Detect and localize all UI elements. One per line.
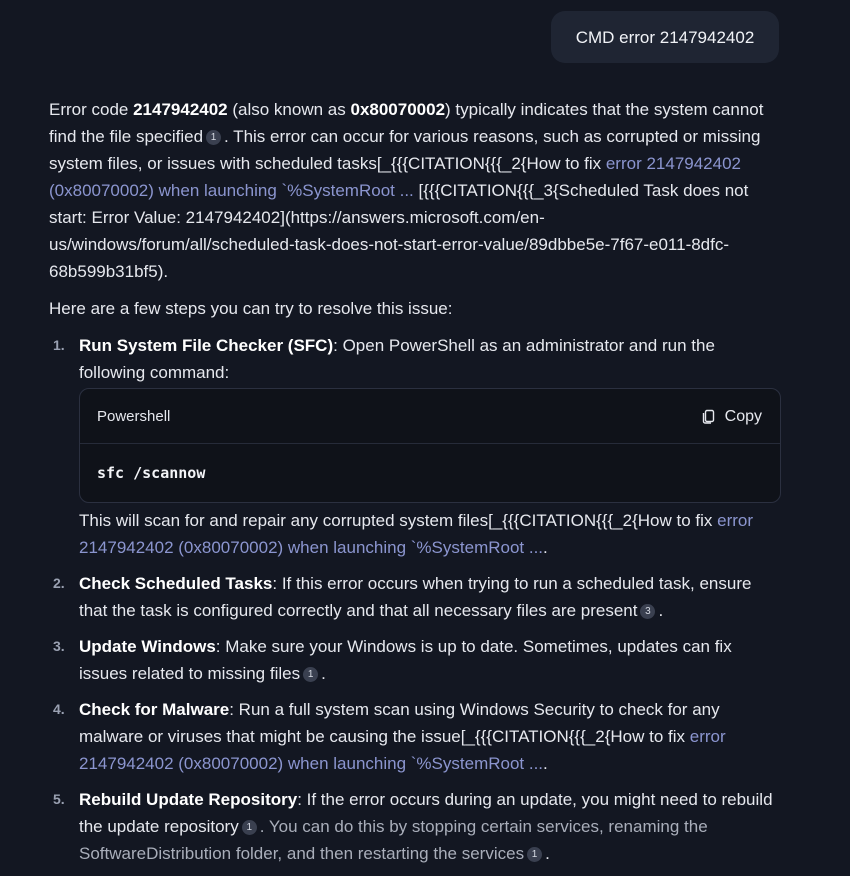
intro-text-4: . This error can occur for various reasons, such as corrupted or missing system files, or issues with scheduled tasks[_{{{CITATION{{{_2{How to fix — [49, 127, 761, 173]
citation-link[interactable]: error 2147942402 (0x80070002) when launching `%SystemRoot ... — [49, 154, 742, 200]
steps-lead: Here are a few steps you can try to resolve this issue: — [49, 299, 453, 318]
intro-paragraph — [49, 96, 784, 285]
user-message-text: CMD error 2147942402 — [575, 27, 755, 47]
intro-text-1: Error code — [49, 100, 134, 119]
step-text: : If the error occurs during an update, you might need to rebuild the update repository — [79, 790, 773, 836]
step-end: . — [321, 664, 326, 683]
step-text: : Run a full system scan using Windows Security to check for any malware or viruses that might be causing the issue[_{{{CITATION{{{_2{How to fix — [79, 700, 720, 746]
step-after-text: This will scan for and repair any corrupted system files[_{{{CITATION{{{_2{How to fix — [79, 511, 718, 530]
list-item — [49, 570, 784, 624]
code-text: sfc /scannow — [97, 463, 206, 482]
code-content[interactable] — [80, 444, 780, 502]
intro-text-3: ) typically indicates that the system cannot find the file specified — [49, 100, 764, 146]
citation-badge[interactable]: 1 — [206, 130, 221, 145]
citation-link[interactable]: error 2147942402 (0x80070002) when launching `%SystemRoot ... — [79, 511, 754, 557]
step-end: . — [543, 754, 548, 773]
code-language-label: Powershell — [97, 407, 171, 425]
step-text: : If this error occurs when trying to run a scheduled task, ensure that the task is configured correctly and that all necessary files are present — [79, 574, 752, 620]
step-number: 3. — [53, 638, 65, 654]
step-title: Run System File Checker (SFC) — [79, 336, 334, 355]
list-item — [49, 332, 784, 561]
copy-button[interactable] — [701, 403, 762, 430]
citation-link[interactable]: error 2147942402 (0x80070002) when launching `%SystemRoot ... — [79, 727, 726, 773]
citation-badge[interactable]: 1 — [242, 820, 257, 835]
citation-badge[interactable]: 3 — [640, 604, 655, 619]
step-text: : Open PowerShell as an administrator and run the following command: — [79, 336, 715, 382]
step-title: Update Windows — [79, 637, 216, 656]
step-title: Check for Malware — [79, 700, 230, 719]
step-number: 1. — [53, 337, 65, 353]
copy-icon — [701, 408, 717, 424]
citation-badge[interactable]: 1 — [303, 667, 318, 682]
step-end: . — [543, 538, 548, 557]
step-end: . — [545, 844, 550, 863]
step-title: Rebuild Update Repository — [79, 790, 298, 809]
step-number: 4. — [53, 701, 65, 717]
steps-list — [49, 332, 784, 867]
step-end: . — [658, 601, 664, 620]
error-code-decimal: 2147942402 — [133, 100, 228, 119]
code-block-header — [80, 389, 780, 444]
step-text: : Make sure your Windows is up to date. Sometimes, updates can fix issues related to missing files — [79, 637, 732, 683]
step-text-continued: . You can do this by stopping certain services, renaming the SoftwareDistribution folder, and then restarting the services — [79, 817, 708, 863]
step-number: 2. — [53, 575, 65, 591]
citation-badge[interactable]: 1 — [527, 847, 542, 862]
list-item — [49, 633, 784, 687]
copy-label: Copy — [724, 407, 762, 425]
assistant-answer — [49, 96, 784, 876]
user-message-bubble — [551, 11, 779, 63]
intro-text-5: [{{{CITATION{{{_3{Scheduled Task does not start: Error Value: 2147942402](https://answers.microsoft.com/en-us/windows/forum/all/scheduled-task-does-not-start-error-value/89dbbe5e-7f67-e011-8dfc-68b599b31bf5). — [49, 181, 749, 281]
step-title: Check Scheduled Tasks — [79, 574, 273, 593]
code-block — [79, 388, 781, 503]
intro-text-2: (also known as — [227, 100, 351, 119]
step-number: 5. — [53, 791, 65, 807]
error-code-hex: 0x80070002 — [350, 100, 446, 119]
list-item — [49, 786, 784, 867]
list-item — [49, 696, 784, 777]
